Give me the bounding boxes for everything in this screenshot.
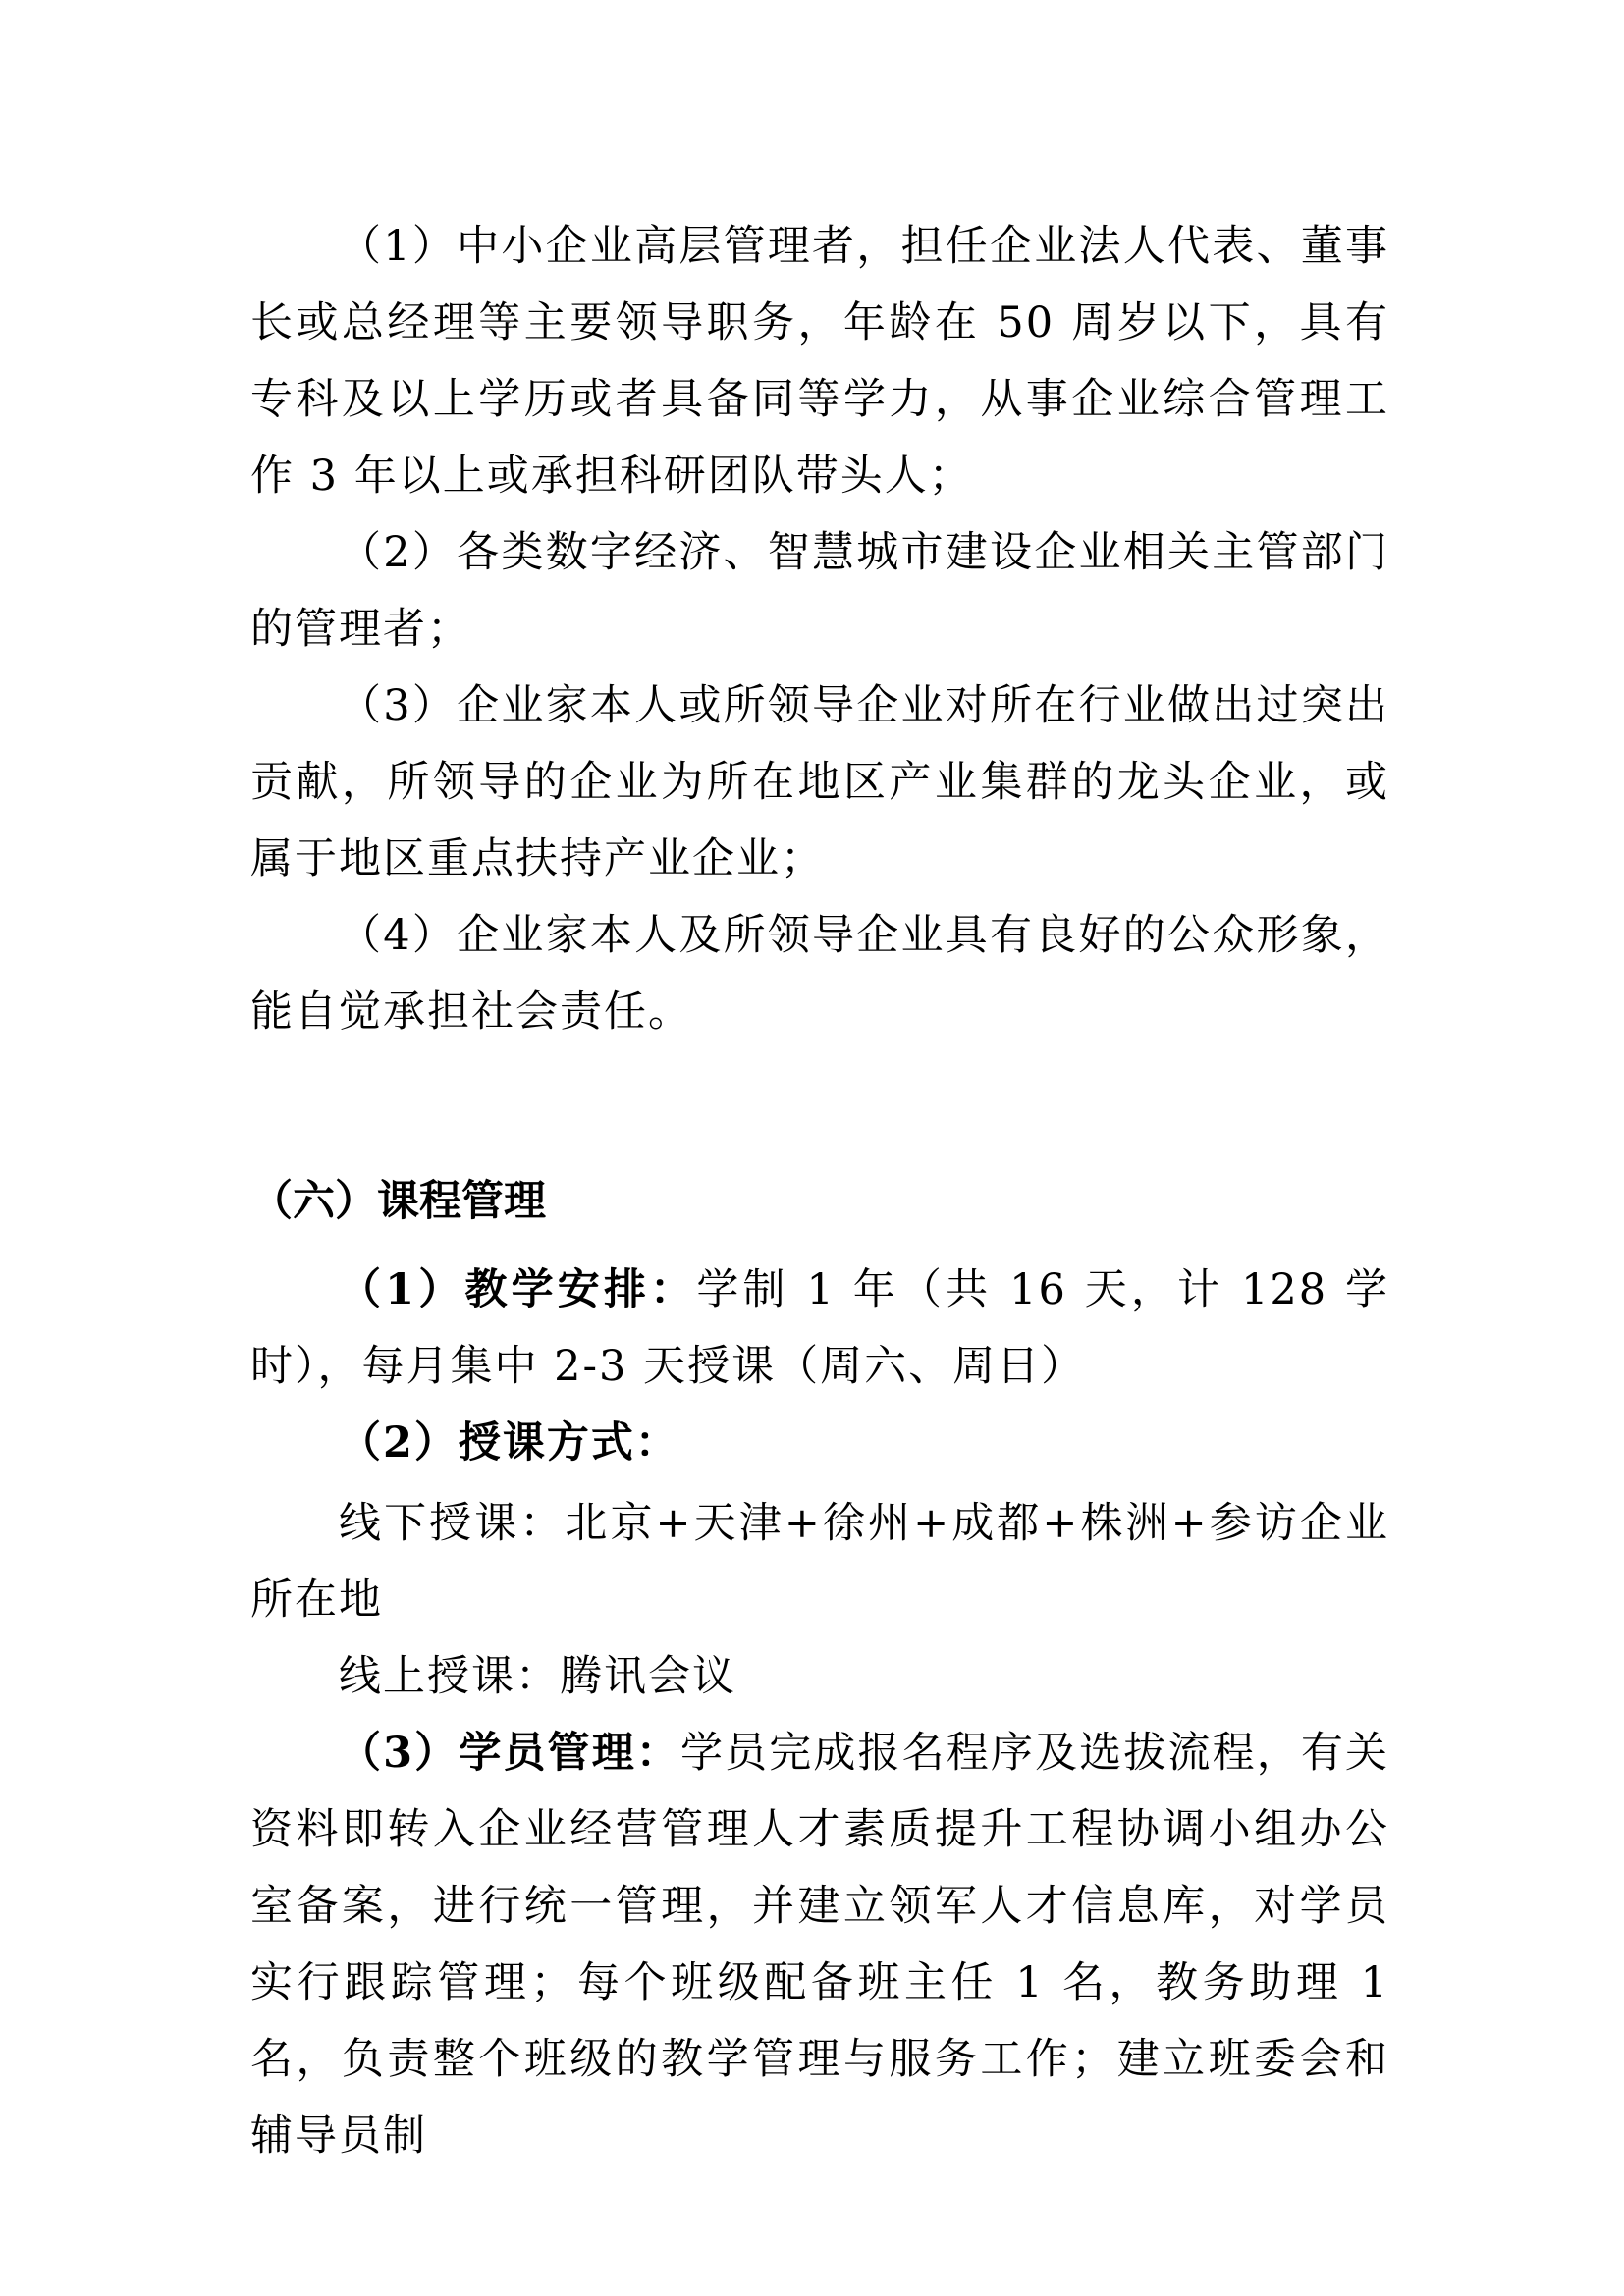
eligibility-item-4: （4）企业家本人及所领导企业具有良好的公众形象，能自觉承担社会责任。 xyxy=(250,911,1389,1037)
student-management-label: （3）学员管理： xyxy=(339,1729,680,1778)
student-management-text: 学员完成报名程序及选拔流程，有关资料即转入企业经营管理人才素质提升工程协调小组办公室备案，进行统一管理，并建立领军人才信息库，对学员实行跟踪管理；每个班级配备班主任 1 名，教务助理 1 名，负责整个班级的教学管理与服务工作；建立班委会和辅导员制 xyxy=(250,1729,1390,2161)
teaching-method-label: （2）授课方式： xyxy=(339,1418,679,1468)
eligibility-item-2: （2）各类数字经济、智慧城市建设企业相关主管部门的管理者； xyxy=(250,528,1389,654)
teaching-arrangement-text: 学制 1 年（共 16 天，计 128 学时），每月集中 2-3 天授课（周六、周日） xyxy=(250,1265,1389,1391)
offline-teaching-line: 线下授课：北京+天津+徐州+成都+株洲+参访企业所在地 xyxy=(250,1499,1389,1625)
teaching-method-paragraph xyxy=(250,1405,1389,1481)
student-management-paragraph xyxy=(250,1715,1389,2174)
document-body xyxy=(250,208,1389,2174)
online-teaching-line: 线上授课：腾讯会议 xyxy=(339,1652,736,1701)
eligibility-item-3: （3）企业家本人或所领导企业对所在行业做出过突出贡献，所领导的企业为所在地区产业集群的龙头企业，或属于地区重点扶持产业企业； xyxy=(250,681,1389,883)
section-heading-course-management: （六）课程管理 xyxy=(250,1177,546,1226)
eligibility-item-1: （1）中小企业高层管理者，担任企业法人代表、董事长或总经理等主要领导职务，年龄在 50 周岁以下，具有专科及以上学历或者具备同等学力，从事企业综合管理工作 3 年以上或承担科研团队带头人； xyxy=(250,222,1389,501)
teaching-arrangement-label: （1）教学安排： xyxy=(339,1265,697,1314)
teaching-arrangement-paragraph xyxy=(250,1252,1389,1405)
